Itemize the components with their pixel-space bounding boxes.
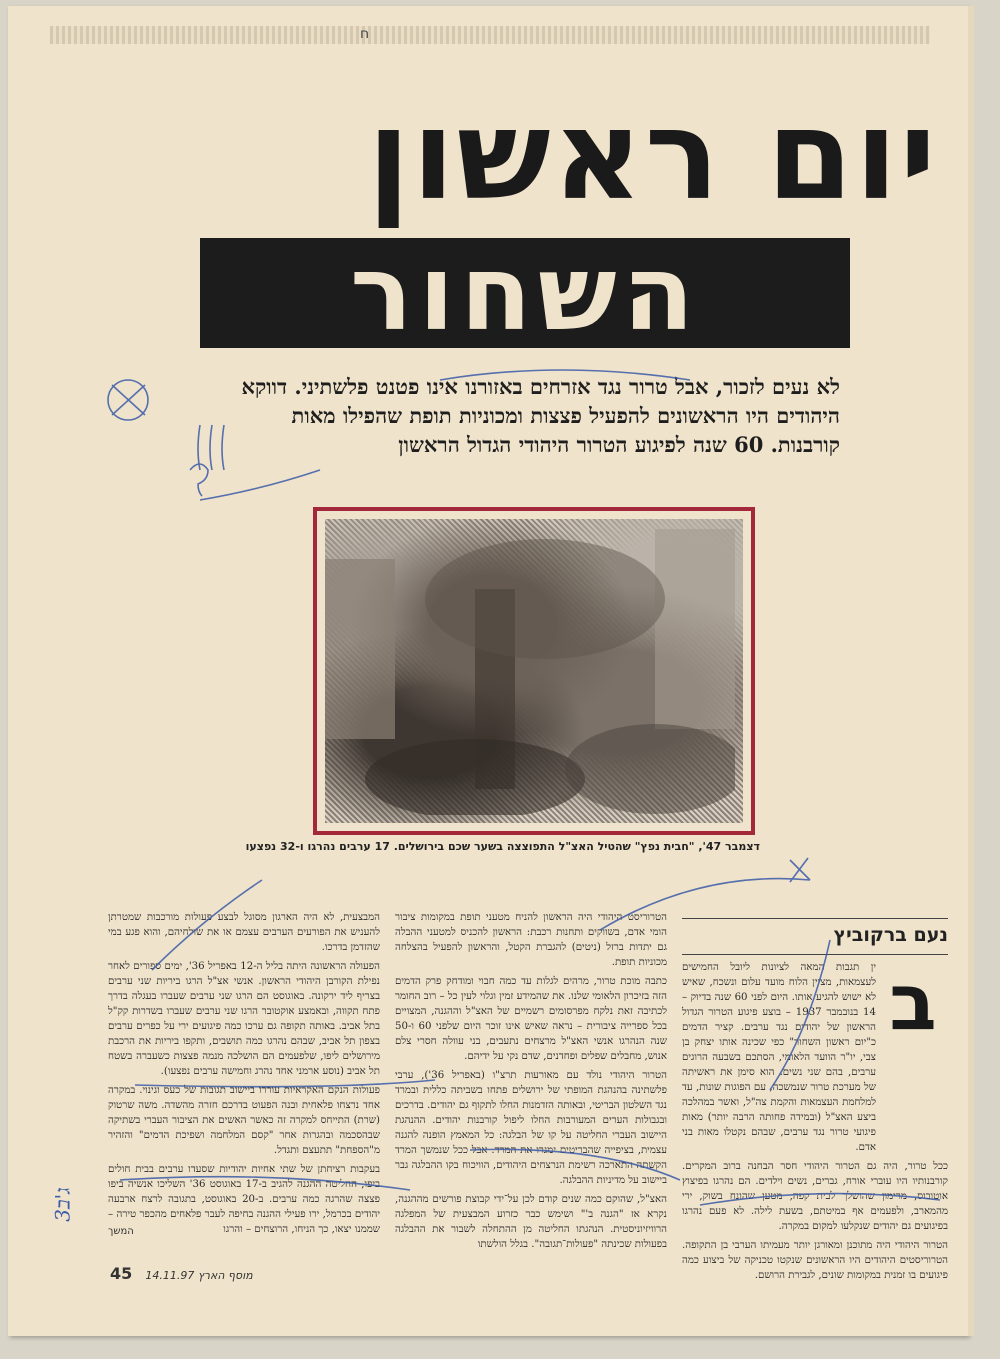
- column-1: [682, 960, 948, 1287]
- byline-rule-top: [682, 918, 948, 919]
- byline: נעם ברקוביץ: [833, 924, 948, 946]
- column-2-paragraph: הטרור היהודי נולד עם מאורעות תרצ"ו (באפריל 36'), ערבי פלשתינה בהנהגת המופתי של ירושלים פתחו בשביתה כללית ובמרד נגד השלטון הבריטי, ובאותה הזדמנות החלו לתקוף גם יהודים. בדרכים ובגבולות הערים המעורבות החלו ליפול קורבנות יהודים. ההנהגת היישוב העברי החליטה על קו של הבלגה: כל המאמץ הופנה להגנה עצמית, בציפייה שהבריטים ימגרו את המרד. אבל ככל שנמשך המרד הקשתה התארכה רשימת הנרצחים היהודים, הוויכוח בקו ההבלגה גבר ביישוב על מדיניות ההבלגה.: [395, 1070, 667, 1186]
- photo-texture: [325, 519, 735, 815]
- byline-rule-bottom: [682, 954, 948, 955]
- subheadline: לא נעים לזכור, אבל טרור נגד אזרחים באזורנו אינו פטנט פלשתיני. דווקא היהודים היו הראשונים להפעיל פצצות ומכוניות תופת שהפילו מאות קורבנות. 60 שנה לפיגוע הטרור היהודי הגדול הראשון: [241, 374, 840, 457]
- column-3-paragraph: בעקבות רציחתן של שתי אחיות יהודיות שסעדו ערבים בבית חולים ביפו, החליטה ההגנה להגיב ב-17 באוגוסט 36' השליכו אנשיה ביפו פצצה שהרגה כמה ערבים. ב-20 באוגוסט, בתגובה לרצח ארבעה יהודים בכרמל, ירו פעילי ההגנה בחיפה לעבר פלאחים מהכפר טירה – שממנו יצאו, כך הניחו, הרוצחים – והרגו: [108, 1164, 380, 1235]
- page-number: 45: [110, 1264, 133, 1283]
- top-mark: ח: [360, 26, 370, 42]
- column-1-paragraph: הטרור היהודי היה מתוכנן ומאורגן יותר מעמיתו הערבי בן התקופה. הטרוריסטים היהודים היו הראשונים שנקטו טכניקה של ביצוע כמה פיגועים בו זמנית במקומות שונים, לגבירת הרושם.: [682, 1240, 948, 1281]
- column-1-paragraph: ין תגבות המאה לציונות ליובל החמישים לעצמאות, מציין הלוח מועד עלום ונשכח, שאיש לא ישוש להגיע אותו. היום לפני 60 שנה בדיוק – 14 בנובמבר 1937 – בוצע פיגוע הטרור הגדול הראשון של יהודים נגד ערבים. קציר הדמים כ"יום ראשון השחור" כפי שכינה אותו יצחק בן צבי, יו"ר הוועד הלאומי, הסתכם בשבעה הרוגים ערבים, בהם שני נשים. הוא סימן את ראשיתה של מערכת טרור שנמשכה, עם הפוגות שונות, עד למלחמת העצמאות והקמת צה"ל, ואשר במהלכה ביצע האצ"ל (ובמידה פחותה הרבה יותר) מאות פיגועי טרור נגד ערבים, שבהם נקטלו מאות בני אדם.: [682, 962, 877, 1153]
- headline-line-1: יום ראשון: [367, 84, 938, 228]
- drop-cap: ב: [889, 958, 937, 1048]
- photo-caption: דצמבר 47', "חבית נפץ" שהטיל האצ"ל התפוצצה בשער שכם בירושלים. 17 ערבים נהרגו ו-32 נפצעו: [245, 840, 760, 853]
- page-edge: [968, 6, 974, 1336]
- photo-frame: [313, 507, 755, 835]
- page-footer: [110, 1264, 253, 1283]
- column-2: [395, 910, 667, 1256]
- issue-info: מוסף הארץ 14.11.97: [145, 1269, 253, 1282]
- historical-photo: [325, 519, 743, 823]
- column-2-paragraph: האצ"ל, שהוקם כמה שנים קודם לכן על־ידי קבוצת פורשים מההגנה, נקרא אז "הגנה ב'" ושימש כבר כזרוע המבצעית של המפלגה הרוויזיוניסטית. הנהגתו החליטה מן ההתחלה לשבור את ההבלגה בפעולות שכינתה "פעולות־תגובה". בגלל הולשתו: [395, 1194, 667, 1250]
- column-3-paragraph: המבצעית, לא היה הארגון מסוגל לבצע פעולות מורכבות שמטרתן להעניש את הפורעים הערבים עצמם או את שולחיהם, והוא פגע במי שהזדמן בדרכו.: [108, 912, 380, 953]
- column-3: [108, 910, 380, 1241]
- continued-label: המשך: [108, 1226, 134, 1237]
- column-3-paragraph: פעולות הנקם האקראיות עוררו ביישוב תגובות של כעס וגינוי. במקרה אחד נרצחו פלאחית ובנה הפעוט בדרכם חזרה מהשדה. משה שרטוק (שרת) התייחס למקרה זה כאשר האשים את הציבור העברי בשתיקה שבהסכמה ובהגרות אחר "קסם המלחמה ושפיכת הדמים" והזהיר מ"הספחת" תתעצם ותגדל.: [108, 1085, 380, 1156]
- column-1-paragraph: ככל טרור, היה גם הטרור היהודי חסר הבחנה ברוב המקרים. קורבנותיו היו עוברי אורח, גברים, נשים וילדים. הם נהרגו בפיצוץ אוטובוס, מרימון שהושלך לבית קפה, מטען שהונח בשוק, ירי מהמארב, ולפעמים אף במיטתם, בשעת לילה. לא פעם נהרגו בפיגועים גם יהודים שנקלעו למקום במקרה.: [682, 1161, 948, 1232]
- handwritten-note: ג'ב3: [50, 1187, 75, 1222]
- column-2-paragraph: הטרוריסט היהודי היה הראשון להניח מטעני תופת במקומות ציבור הומי אדם, בשווקים ותחנות רכבת: הראשון להכניס למטעני ההבלה גם יתדות ברזל (ניטים) להגברת הקטל, והראשון להפעיל בהצלחה מכוניות תופת.: [395, 912, 667, 968]
- column-2-paragraph: כתבה מוכת טרור, מרהים לגלות עד כמה חבוי ומודחק פרק הדמים הזה בזיכרון הלאומי שלנו. את שהמידע זמין וגלוי לעין כל – רוב החומר לכתיבה זאת נלקח מפרסומים רשמיים של האצ"ל וההגנה, המצויים בכל ספרייה ציבורית – נראה שאיש אינו זוכר היום שלפני 60 ו-50 שנה הנהרגו אנשי האצ"ל מרצחים נתעבים, בני עוולה חסרי צלם אנוש, מחבלים שפלים ופחדנים, שדם נקי על ידיהם.: [395, 976, 667, 1062]
- torn-top-strip: [50, 26, 930, 44]
- headline-line-2: השחור: [200, 238, 850, 348]
- column-3-paragraph: הפעולה הראשונה היתה בליל ה-12 באפריל 36', ימים ספורים לאחר נפילת הקורבן היהודי הראשון. אנשי אצ"ל הרגו ביריות שני ערבים בצריף ליד ירקונה. באוגוסט הם הרגו שני ערבים שעברו בעגלה בדרך פתח תקווה, ובאמצע אוקטובר הרגו שני ערבים שעברו בשדרות קק"ל בתל אביב. באותה תקופה גם ערכו כמה פיגועים ירי על כפרים ערבים בצפון תל אביב, שבהם נהרגו כמה תושבים, ותקפו ביריות את הרכבת מירושלים ליפו, שלפעמים הם הושלכה מנמה פצצות כשעברה בשטח תל אביב (נוסע ארמני אחד נהרג וחמישה ערבים נפצעו).: [108, 961, 380, 1077]
